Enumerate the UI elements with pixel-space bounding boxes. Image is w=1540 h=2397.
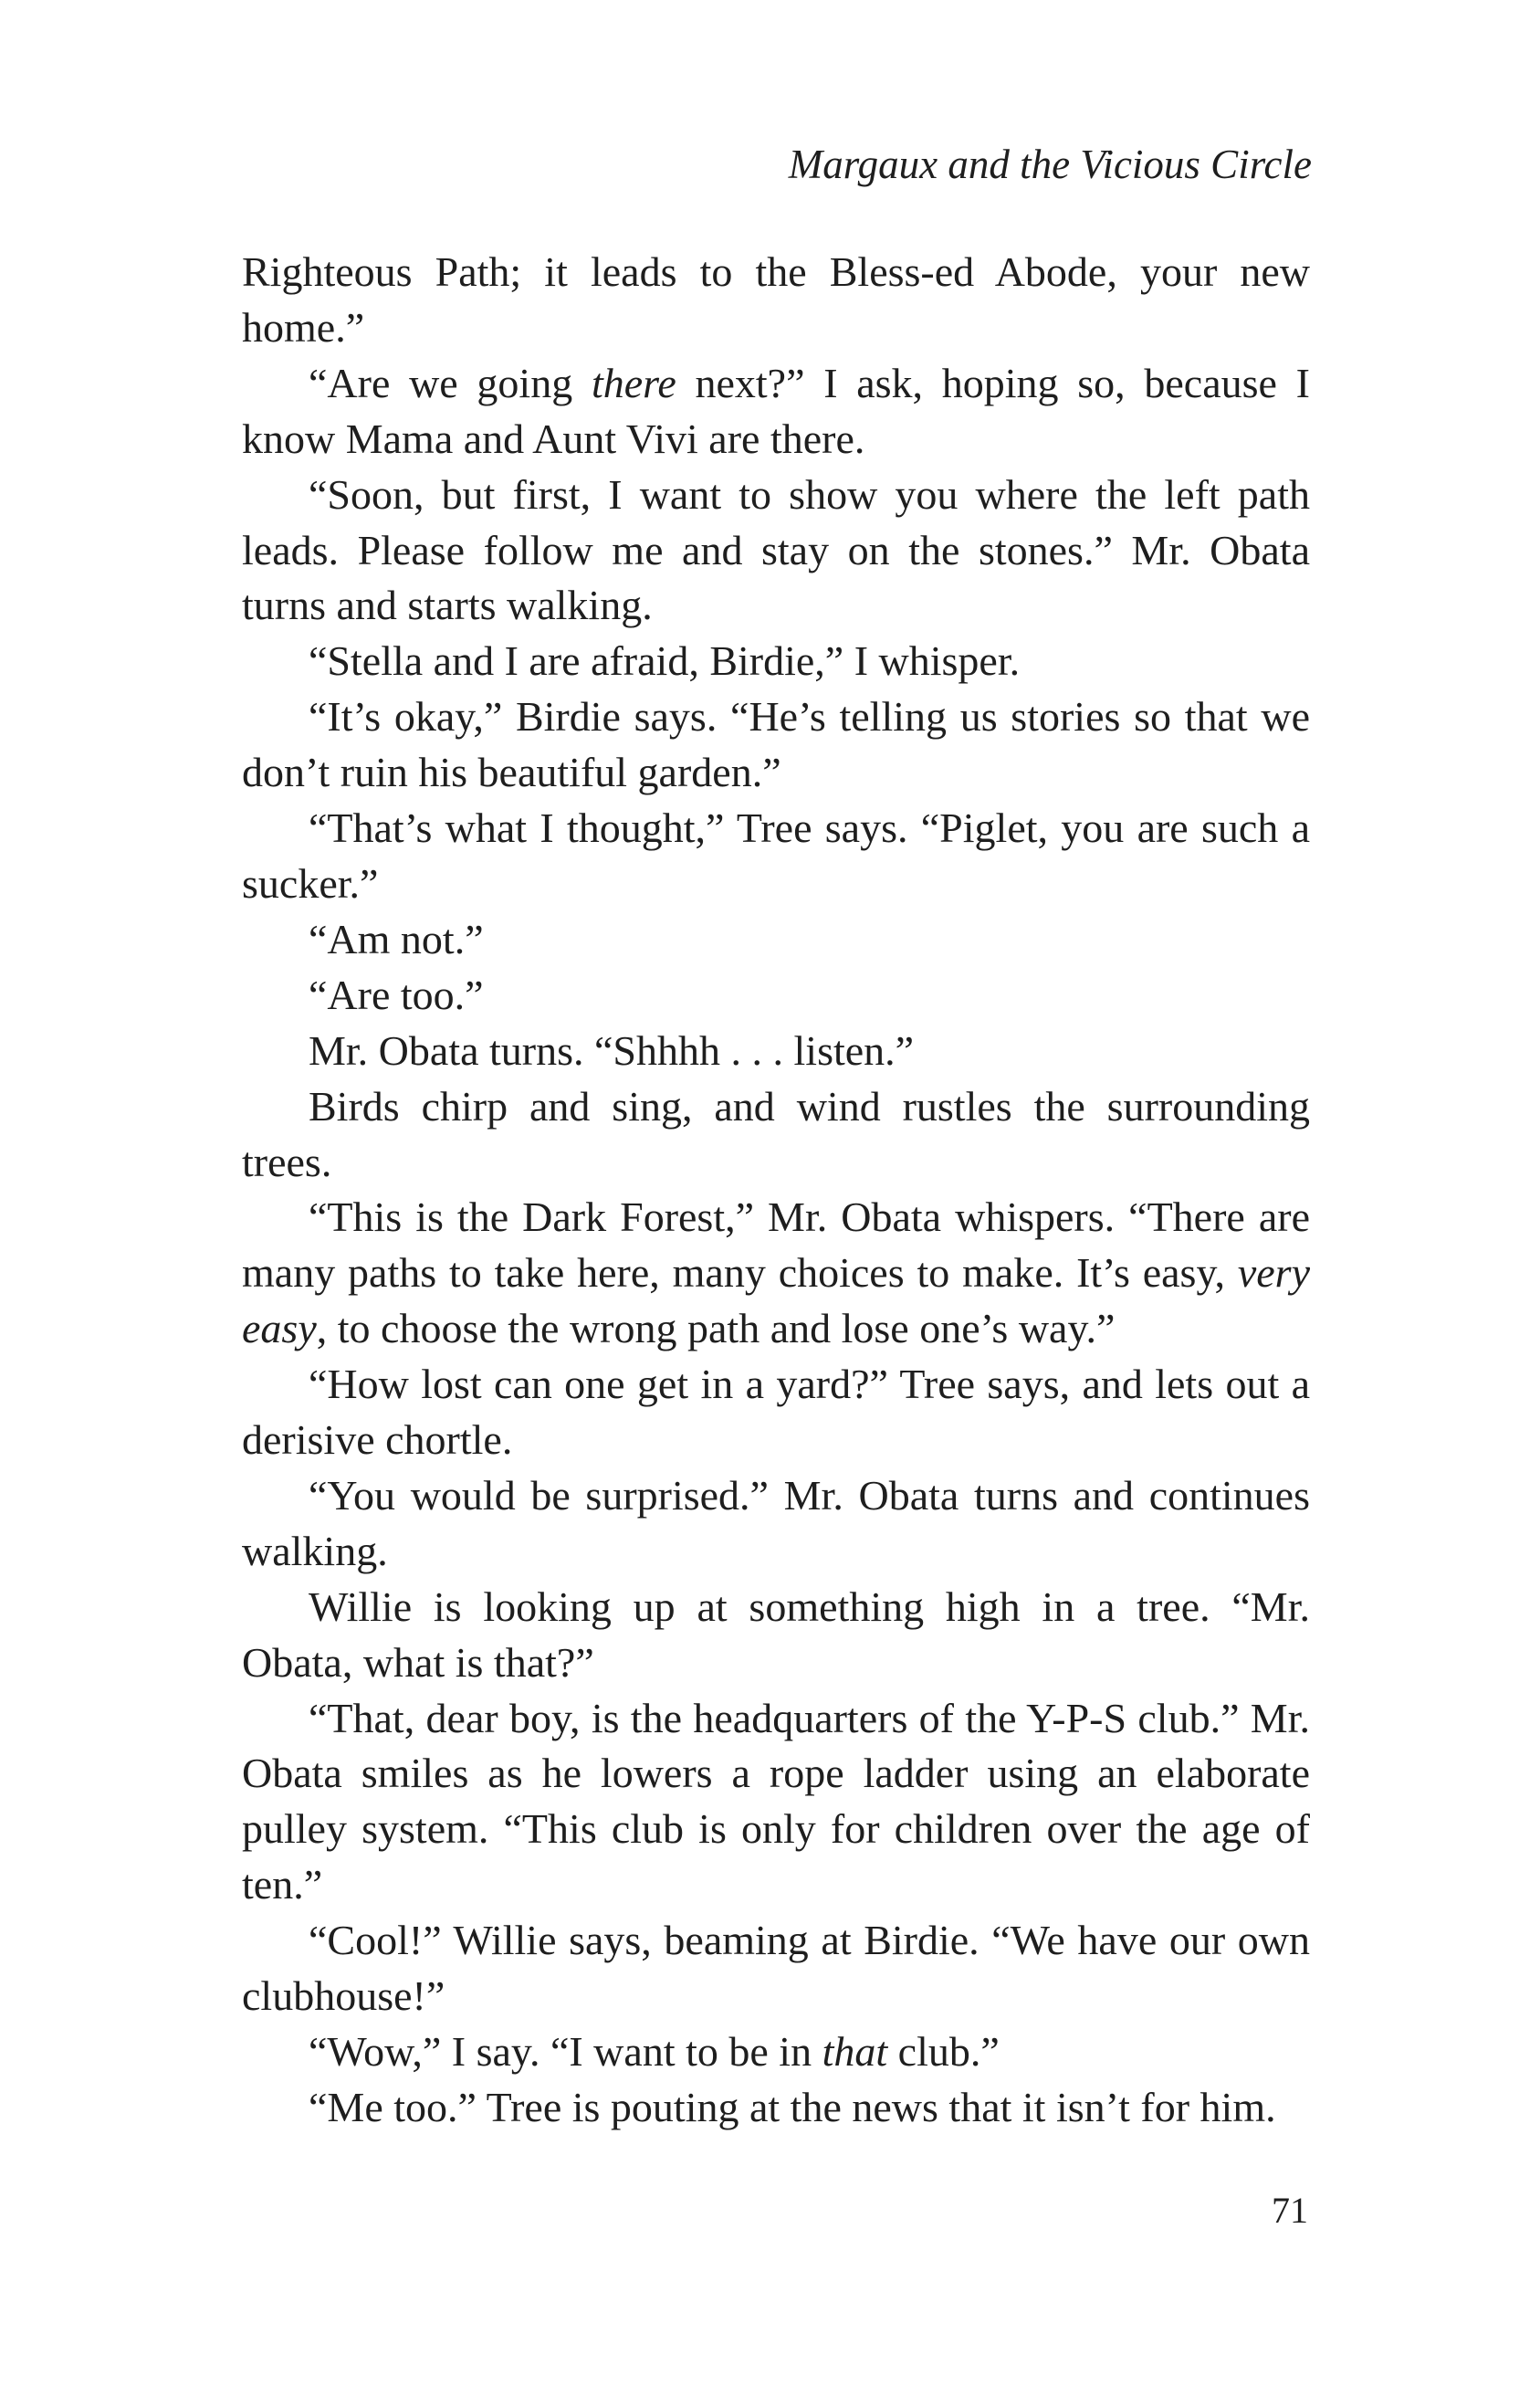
text-run: “This is the Dark Forest,” Mr. Obata whispers. “There are many paths to take here, many choices to make. It’s easy, xyxy=(242,1193,1310,1297)
page-number: 71 xyxy=(1272,2190,1308,2231)
paragraph xyxy=(242,468,1310,635)
text-run: “Am not.” xyxy=(309,915,484,962)
paragraph xyxy=(242,2080,1310,2136)
paragraph xyxy=(242,1024,1310,1079)
running-head-title: Margaux and the Vicious Circle xyxy=(788,142,1312,187)
paragraph xyxy=(242,1357,1310,1468)
paragraph xyxy=(242,1468,1310,1580)
paragraph xyxy=(242,1913,1310,2024)
paragraph xyxy=(242,356,1310,468)
text-run: “Wow,” I say. “I want to be in xyxy=(309,2028,822,2075)
paragraph xyxy=(242,245,1310,356)
paragraph xyxy=(242,1190,1310,1357)
italic-text: that xyxy=(822,2028,888,2075)
text-run: “Are we going xyxy=(309,359,592,406)
text-run: “Me too.” Tree is pouting at the news that it isn’t for him. xyxy=(309,2083,1276,2130)
paragraph xyxy=(242,1079,1310,1191)
paragraph xyxy=(242,2024,1310,2080)
paragraph xyxy=(242,1580,1310,1691)
text-run: “How lost can one get in a yard?” Tree says, and lets out a derisive chortle. xyxy=(242,1361,1310,1464)
italic-text: very easy xyxy=(242,1249,1310,1352)
paragraph xyxy=(242,634,1310,689)
paragraph xyxy=(242,968,1310,1024)
text-run: Willie is looking up at something high in a tree. “Mr. Obata, what is that?” xyxy=(242,1582,1310,1686)
text-run: “Stella and I are afraid, Birdie,” I whisper. xyxy=(309,637,1021,685)
body-text xyxy=(242,245,1310,2136)
text-run: next?” I ask, hoping so, because I know Mama and Aunt Vivi are there. xyxy=(242,359,1310,462)
text-run: Mr. Obata turns. “Shhhh . . . listen.” xyxy=(309,1026,915,1074)
text-run: “That’s what I thought,” Tree says. “Piglet, you are such a sucker.” xyxy=(242,804,1310,907)
italic-text: there xyxy=(591,359,676,406)
paragraph xyxy=(242,912,1310,968)
text-run: “You would be surprised.” Mr. Obata turns and continues walking. xyxy=(242,1471,1310,1574)
text-run: Birds chirp and sing, and wind rustles the surrounding trees. xyxy=(242,1082,1310,1185)
text-run: “Cool!” Willie says, beaming at Birdie. “We have our own clubhouse!” xyxy=(242,1917,1310,2020)
paragraph xyxy=(242,1691,1310,1914)
text-run: “Soon, but first, I want to show you where the left path leads. Please follow me and stay on the stones.” Mr. Obata turns and starts walking. xyxy=(242,470,1310,629)
text-run: “That, dear boy, is the headquarters of the Y-P-S club.” Mr. Obata smiles as he lowers a rope ladder using an elaborate pulley system. “This club is only for children over the age of ten.” xyxy=(242,1694,1310,1908)
text-run: club.” xyxy=(887,2028,1000,2075)
text-run: “Are too.” xyxy=(309,971,484,1018)
text-run: Righteous Path; it leads to the Bless-ed Abode, your new home.” xyxy=(242,248,1310,351)
paragraph xyxy=(242,689,1310,801)
paragraph xyxy=(242,801,1310,912)
text-run: “It’s okay,” Birdie says. “He’s telling us stories so that we don’t ruin his beautiful garden.” xyxy=(242,693,1310,796)
text-run: , to choose the wrong path and lose one’s way.” xyxy=(316,1305,1116,1352)
